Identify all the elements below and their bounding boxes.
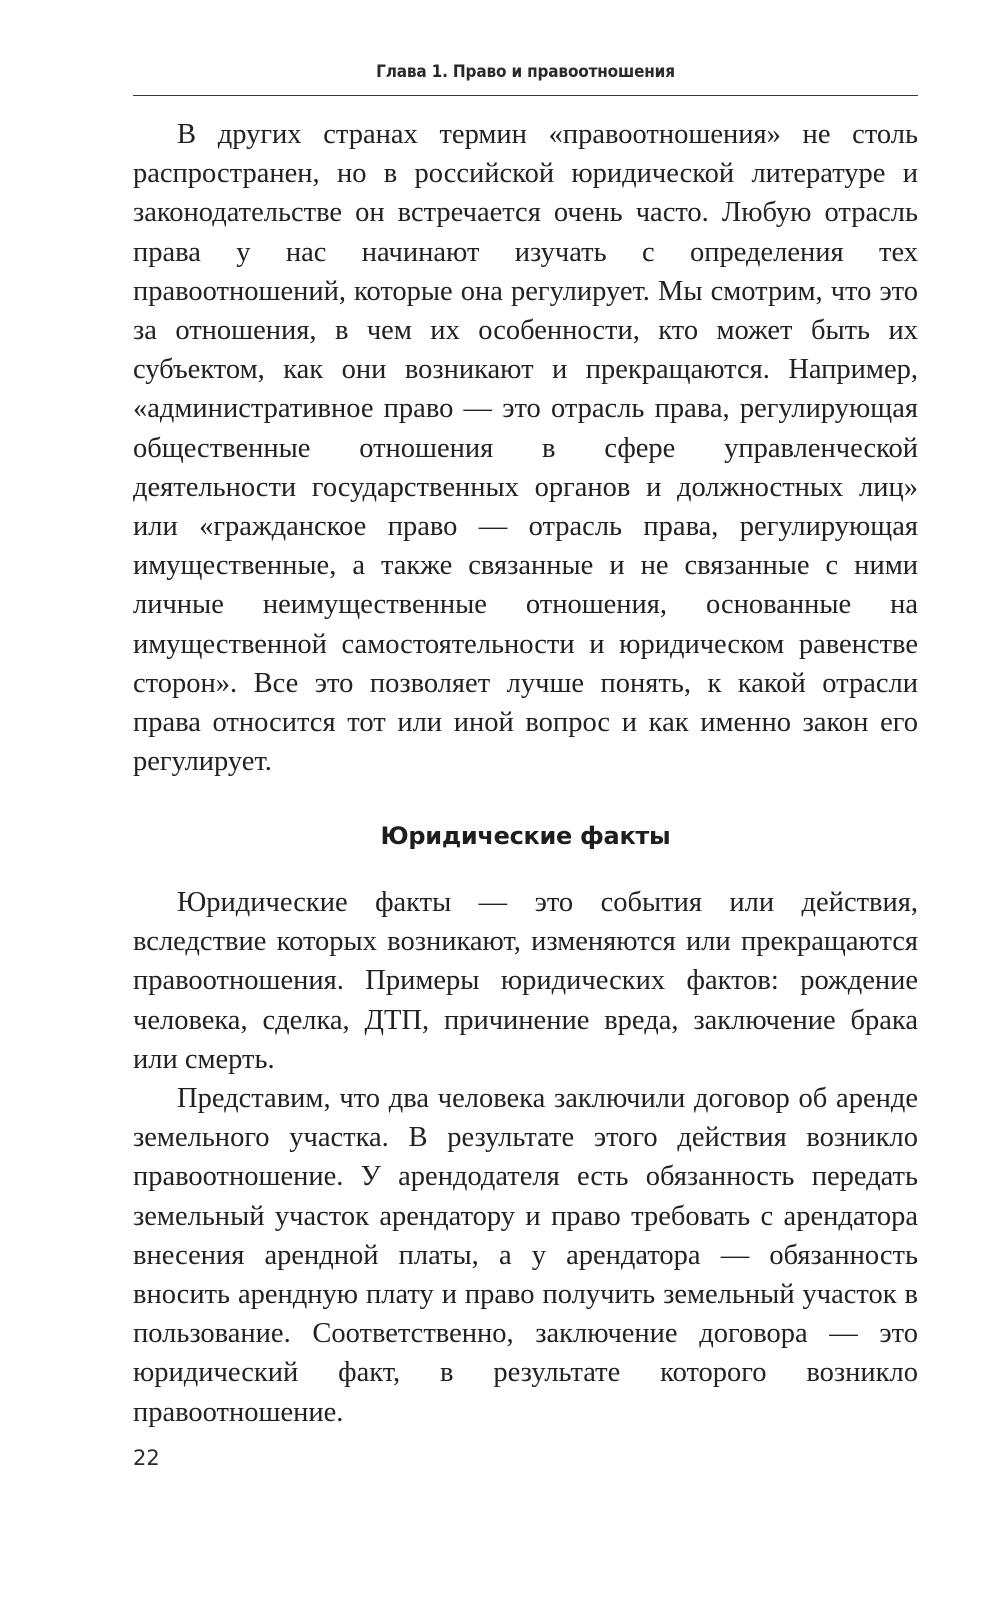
text-block-lease-example bbox=[133, 1079, 918, 1432]
section-heading: Юридические факты bbox=[380, 822, 671, 850]
page-number: 22 bbox=[133, 1446, 160, 1470]
text-block-legal-facts bbox=[133, 883, 918, 1079]
running-header: Глава 1. Право и правоотношения bbox=[376, 62, 675, 82]
paragraph-lease-example: Представим, что два человека заключили договор об аренде земельного участка. В результате этого действия возникло правоотношение. У арендодателя есть обязанность передать земельный участок арендатору и право требовать с арендатора внесения арендной платы, а у арендатора — обязанность вносить арендную плату и право получить земельный участок в пользование. Соответственно, заключение договора — это юридический факт, в результате которого возникло правоотношение. bbox=[133, 1083, 918, 1428]
book-page bbox=[133, 0, 918, 1601]
paragraph-legal-relations-terminology: В других странах термин «правоотношения» не столь распространен, но в российской юридической литературе и законодательстве он встречается очень часто. Любую отрасль права у нас начинают изучать с определения тех правоотношений, которые она регулирует. Мы смотрим, что это за отношения, в чем их особенности, кто может быть их субъектом, как они возникают и прекращаются. Например, «административное право — это отрасль права, регулирующая общественные отношения в сфере управленческой деятельности государственных органов и должностных лиц» или «гражданское право — отрасль права, регулирующая имущественные, а также связанные и не связанные с ними личные неимущественные отношения, основанные на имущественной самостоятельности и юридическом равенстве сторон». Все это позволяет лучше понять, к какой отрасли права относится тот или иной вопрос и как именно закон его регулирует. bbox=[133, 119, 918, 778]
header-rule bbox=[133, 95, 918, 96]
paragraph-legal-facts-definition: Юридические факты — это события или действия, вследствие которых возникают, изменяются или прекращаются правоотношения. Примеры юридических фактов: рождение человека, сделка, ДТП, причинение вреда, заключение брака или смерть. bbox=[133, 887, 918, 1075]
text-block-intro bbox=[133, 115, 918, 781]
